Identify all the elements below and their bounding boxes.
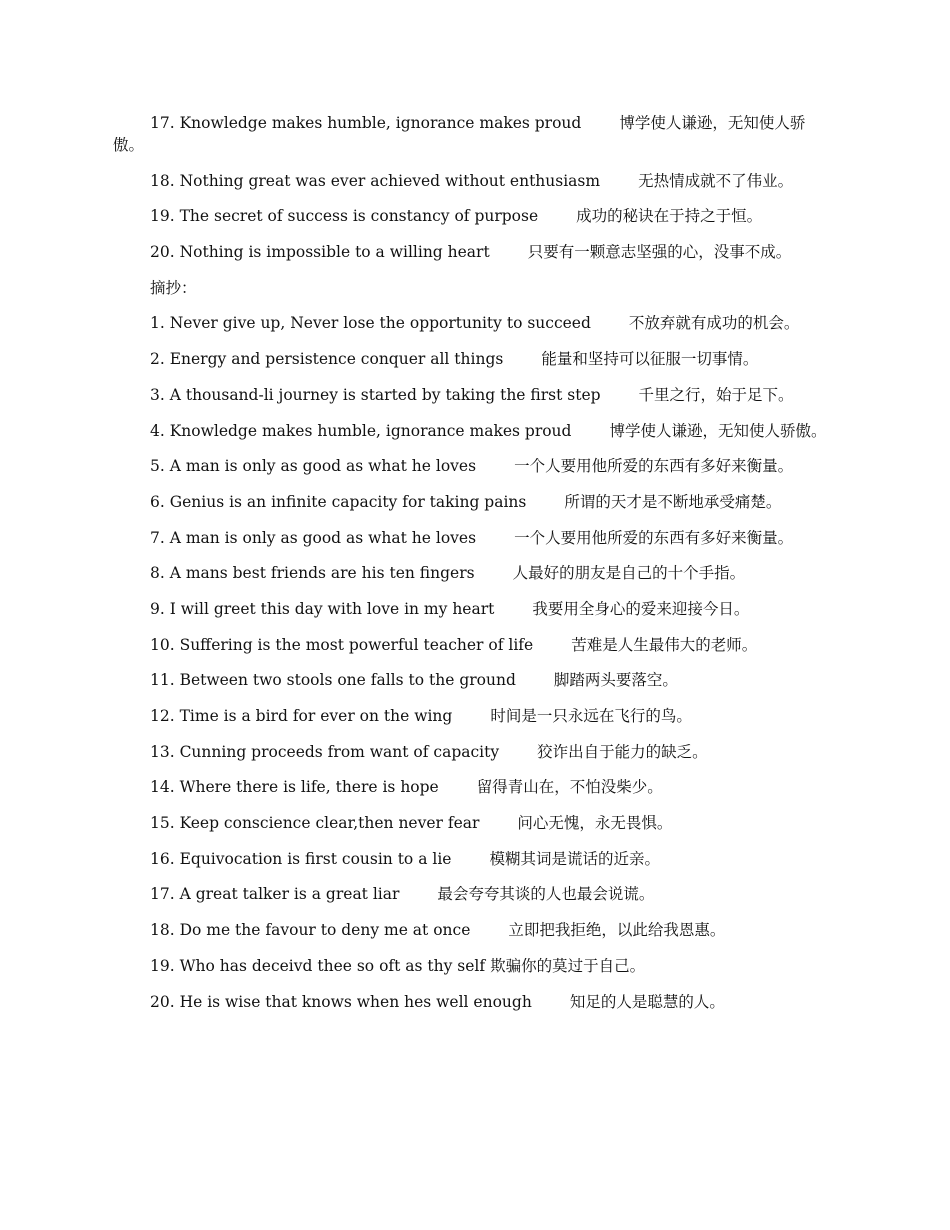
quote-chinese: 不放弃就有成功的机会。 xyxy=(628,314,800,333)
quote-chinese: 留得青山在，不怕没柴少。 xyxy=(476,778,663,797)
quote-english: 2. Energy and persistence conquer all things xyxy=(150,350,504,369)
quote-chinese: 最会夸夸其谈的人也最会说谎。 xyxy=(437,885,655,904)
quote-english: 20. He is wise that knows when hes well enough xyxy=(150,992,532,1011)
quote-english: 11. Between two stools one falls to the ground xyxy=(150,671,516,690)
quote-english: 17. Knowledge makes humble, ignorance makes proud xyxy=(150,114,582,132)
quote-item xyxy=(113,669,835,691)
quote-english: 5. A man is only as good as what he loves xyxy=(150,457,477,476)
quote-item xyxy=(113,170,835,192)
quote-chinese: 问心无愧，永无畏惧。 xyxy=(517,814,673,833)
quote-english: 19. The secret of success is constancy of purpose xyxy=(150,207,539,226)
quote-chinese: 人最好的朋友是自己的十个手指。 xyxy=(512,564,746,583)
quote-english: 18. Nothing great was ever achieved without enthusiasm xyxy=(150,171,601,190)
quote-item xyxy=(113,348,835,370)
quote-english: 18. Do me the favour to deny me at once xyxy=(150,921,471,940)
quote-english: 10. Suffering is the most powerful teacher of life xyxy=(150,635,534,654)
quote-english: 4. Knowledge makes humble, ignorance makes proud xyxy=(150,421,572,440)
quote-item xyxy=(113,705,835,727)
quote-english: 12. Time is a bird for ever on the wing xyxy=(150,707,453,725)
quote-chinese: 苦难是人生最伟大的老师。 xyxy=(571,635,758,654)
quote-item xyxy=(113,562,835,584)
quote-chinese: 一个人要用他所爱的东西有多好来衡量。 xyxy=(514,528,794,547)
quote-item xyxy=(113,955,835,977)
quote-chinese: 无热情成就不了伟业。 xyxy=(638,171,794,190)
quote-item xyxy=(113,112,835,156)
quote-english: 1. Never give up, Never lose the opportunity to succeed xyxy=(150,314,591,333)
quote-item xyxy=(113,883,835,905)
quote-english: 14. Where there is life, there is hope xyxy=(150,778,439,797)
quote-chinese: 时间是一只永远在飞行的鸟。 xyxy=(490,707,692,725)
quote-item xyxy=(113,919,835,941)
quote-english: 6. Genius is an infinite capacity for taking pains xyxy=(150,492,527,511)
quote-english: 13. Cunning proceeds from want of capacity xyxy=(150,742,500,761)
quote-english: 15. Keep conscience clear,then never fear xyxy=(150,814,480,833)
quote-chinese: 能量和坚持可以征服一切事情。 xyxy=(541,350,759,369)
quote-chinese: 欺骗你的莫过于自己。 xyxy=(490,956,646,975)
quote-chinese: 成功的秘诀在于持之于恒。 xyxy=(576,207,763,226)
quote-item xyxy=(113,634,835,656)
quote-item xyxy=(113,527,835,549)
quote-english: 20. Nothing is impossible to a willing heart xyxy=(150,243,490,262)
quote-item xyxy=(113,205,835,227)
quote-item xyxy=(113,848,835,870)
quote-item xyxy=(113,991,835,1013)
quote-chinese: 只要有一颗意志坚强的心，没事不成。 xyxy=(527,243,792,262)
quote-english: 19. Who has deceivd thee so oft as thy self xyxy=(150,956,486,975)
quote-chinese: 千里之行，始于足下。 xyxy=(638,385,794,404)
quote-chinese: 博学使人谦逊，无知使人骄傲。 xyxy=(609,421,827,440)
quote-chinese: 我要用全身心的爱来迎接今日。 xyxy=(532,599,750,618)
quote-chinese: 立即把我拒绝，以此给我恩惠。 xyxy=(508,921,726,940)
quote-english: 7. A man is only as good as what he loves xyxy=(150,528,477,547)
quote-chinese: 模糊其词是谎话的近亲。 xyxy=(489,849,660,868)
quote-item xyxy=(113,741,835,763)
quote-item xyxy=(113,812,835,834)
quote-item xyxy=(113,384,835,406)
quote-english: 3. A thousand-li journey is started by taking the first step xyxy=(150,385,601,404)
quote-item xyxy=(113,241,835,263)
quote-chinese: 一个人要用他所爱的东西有多好来衡量。 xyxy=(514,457,794,476)
quote-item xyxy=(113,420,835,442)
quote-item xyxy=(113,312,835,334)
quote-english: 17. A great talker is a great liar xyxy=(150,885,400,904)
section-heading: 摘抄： xyxy=(150,278,197,297)
quote-chinese: 知足的人是聪慧的人。 xyxy=(569,992,725,1011)
quote-item xyxy=(113,491,835,513)
quote-item xyxy=(113,776,835,798)
quote-chinese: 狡诈出自于能力的缺乏。 xyxy=(537,742,708,761)
quote-english: 16. Equivocation is first cousin to a lie xyxy=(150,849,452,868)
quote-chinese: 所谓的天才是不断地承受痛楚。 xyxy=(564,492,782,511)
quote-english: 8. A mans best friends are his ten fingers xyxy=(150,564,475,583)
quote-item xyxy=(113,455,835,477)
quote-chinese: 脚踏两头要落空。 xyxy=(553,671,678,690)
quote-chinese: 博学使人谦逊，无知使人骄傲。 xyxy=(113,114,806,154)
quote-english: 9. I will greet this day with love in my heart xyxy=(150,599,495,618)
quote-item xyxy=(113,598,835,620)
document-page xyxy=(113,112,835,1026)
